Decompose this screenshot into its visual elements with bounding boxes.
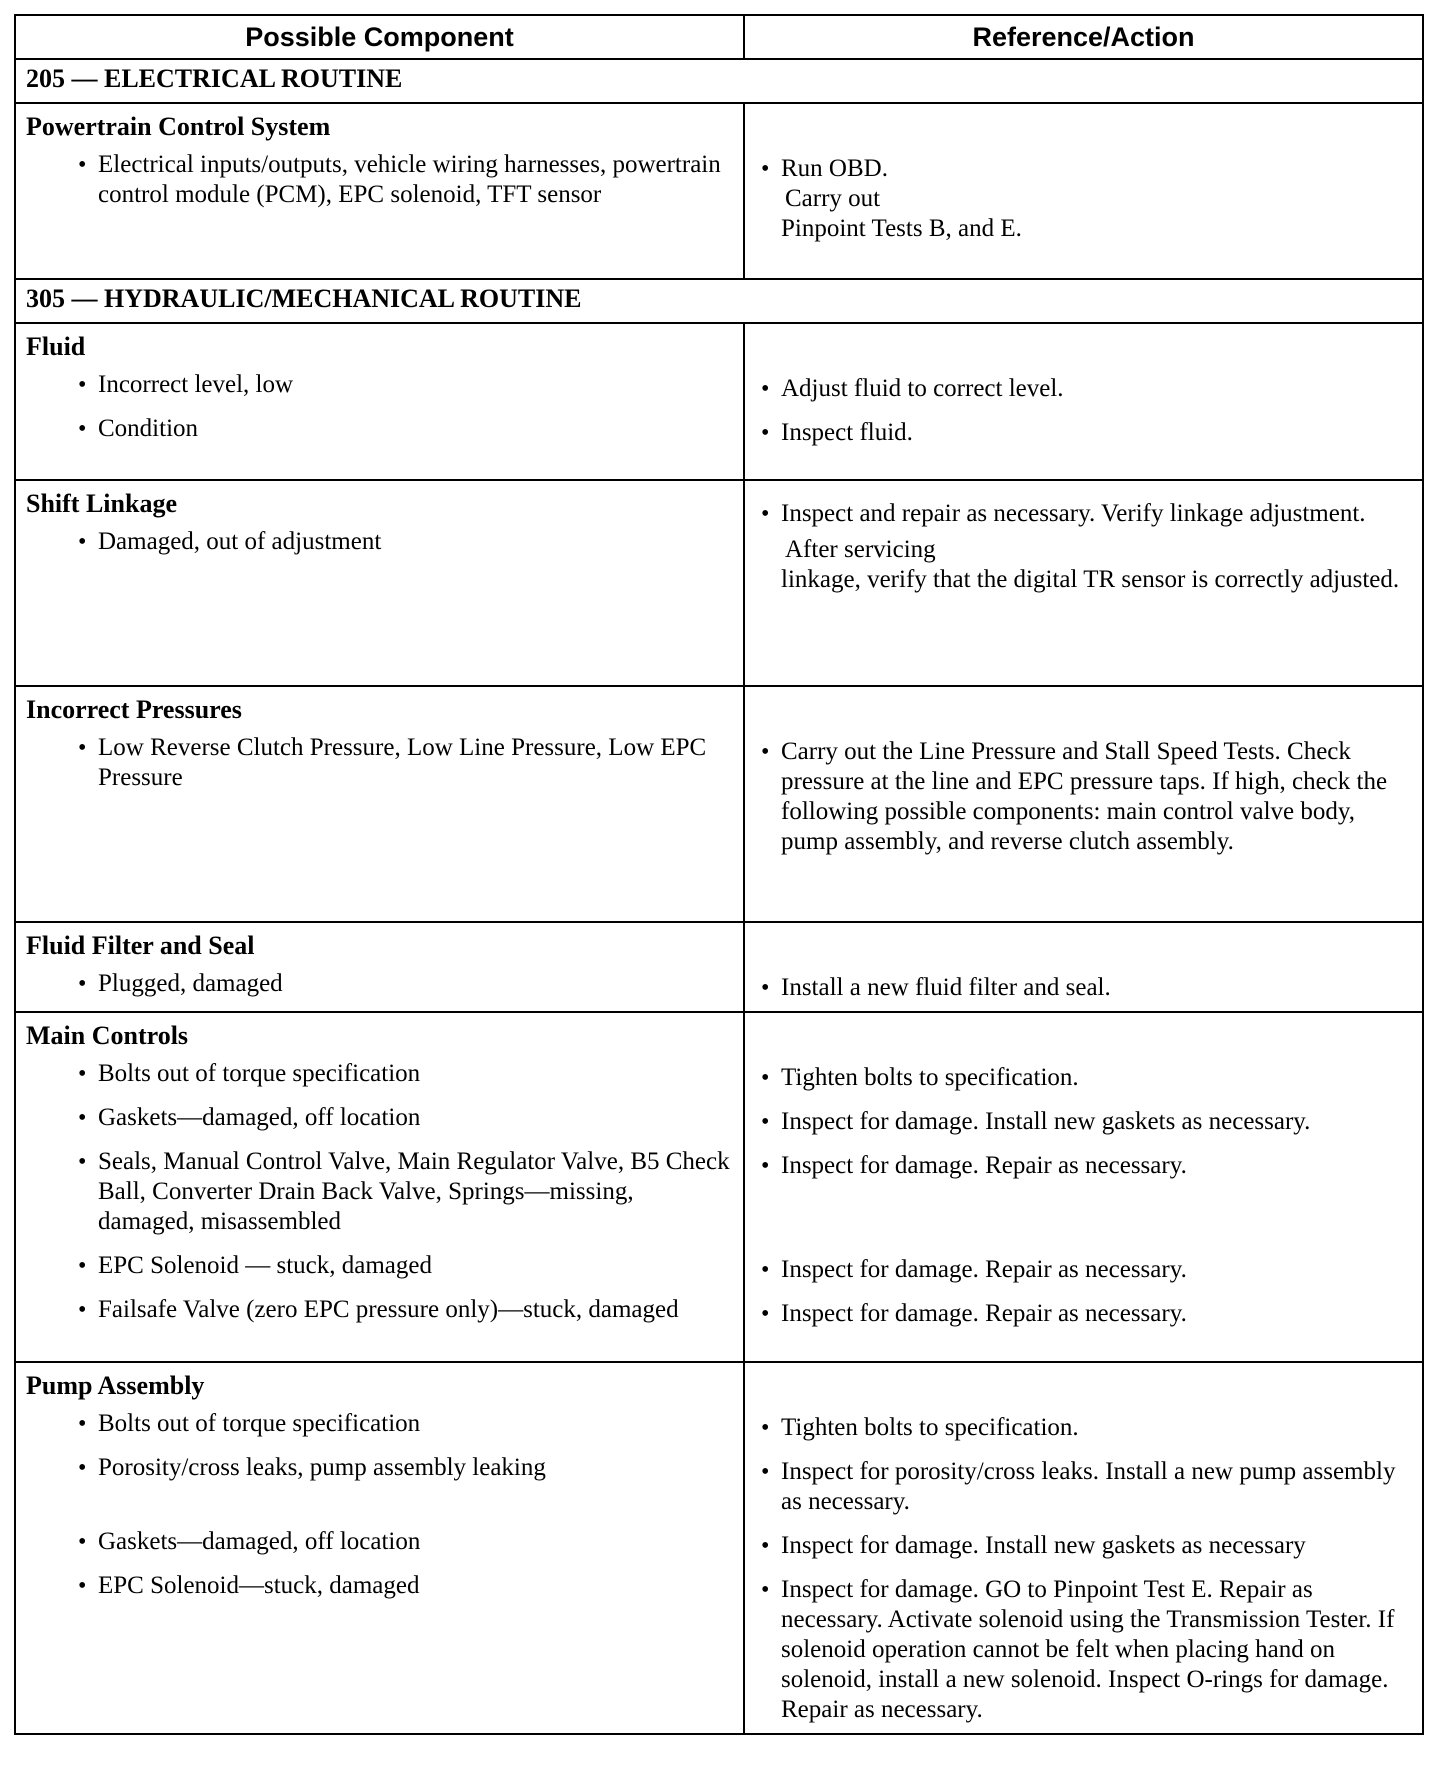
table-row: [15, 1012, 1423, 1362]
action-cell: [744, 103, 1423, 279]
header-row: [15, 15, 1423, 59]
component-item: • Low Reverse Clutch Pressure, Low Line Pressure, Low EPC Pressure: [72, 733, 733, 793]
component-title: Shift Linkage: [26, 489, 177, 518]
action-text: Carry out: [785, 185, 881, 212]
action-cell: [744, 323, 1423, 480]
section-row-hydraulic: [15, 279, 1423, 323]
action-item: • Inspect for damage. Install new gaskets as necessary: [755, 1531, 1412, 1561]
action-item: • Inspect for damage. Repair as necessary.: [755, 1299, 1412, 1329]
component-title: Powertrain Control System: [26, 112, 331, 141]
component-cell: [15, 323, 744, 480]
action-text: After servicing: [785, 536, 936, 563]
table-row: [15, 103, 1423, 279]
action-text: linkage, verify that the digital TR sensor is correctly adjusted.: [781, 566, 1400, 593]
action-item: • Inspect fluid.: [755, 418, 1412, 448]
component-cell: [15, 922, 744, 1012]
component-item: • EPC Solenoid — stuck, damaged: [72, 1251, 733, 1281]
diagnostic-table: [14, 14, 1424, 1735]
component-item: • Damaged, out of adjustment: [72, 527, 733, 557]
component-title: Fluid: [26, 332, 86, 361]
header-component: Possible Component: [15, 15, 744, 59]
component-cell: [15, 103, 744, 279]
action-cell: [744, 1012, 1423, 1362]
component-cell: [15, 480, 744, 686]
diagnostic-table-page: [14, 14, 1424, 1735]
component-item: • EPC Solenoid—stuck, damaged: [72, 1571, 733, 1601]
component-item: • Incorrect level, low: [72, 370, 733, 400]
action-cell: [744, 686, 1423, 922]
component-item: • Seals, Manual Control Valve, Main Regulator Valve, B5 Check Ball, Converter Drain Back Valve, Springs—missing, damaged, misassembled: [72, 1147, 733, 1237]
action-text: Pinpoint Tests B, and E.: [781, 215, 1022, 242]
action-item: • Inspect for damage. Install new gaskets as necessary.: [755, 1107, 1412, 1137]
table-row: [15, 480, 1423, 686]
component-title: Pump Assembly: [26, 1371, 205, 1400]
action-cell: [744, 1362, 1423, 1734]
action-item: • Tighten bolts to specification.: [755, 1063, 1412, 1093]
component-title: Main Controls: [26, 1021, 189, 1050]
table-row: [15, 1362, 1423, 1734]
action-item: [755, 499, 1412, 595]
component-item: • Bolts out of torque specification: [72, 1059, 733, 1089]
component-item: • Plugged, damaged: [72, 969, 733, 999]
table-row: [15, 686, 1423, 922]
action-item: • Inspect for damage. Repair as necessary.: [755, 1151, 1412, 1181]
action-item: • Adjust fluid to correct level.: [755, 374, 1412, 404]
component-cell: [15, 1362, 744, 1734]
action-item: • Inspect for damage. Repair as necessary.: [755, 1255, 1412, 1285]
action-item: • Inspect for damage. GO to Pinpoint Test E. Repair as necessary. Activate solenoid using the Transmission Tester. If solenoid operation cannot be felt when placing hand on solenoid, install a new solenoid. Inspect O-rings for damage. Repair as necessary.: [755, 1575, 1412, 1725]
action-cell: [744, 480, 1423, 686]
action-item: • Install a new fluid filter and seal.: [755, 973, 1412, 1003]
action-item: • Tighten bolts to specification.: [755, 1413, 1412, 1443]
component-title: Incorrect Pressures: [26, 695, 242, 724]
action-item: • Inspect for porosity/cross leaks. Install a new pump assembly as necessary.: [755, 1457, 1412, 1517]
action-text: Run OBD.: [781, 155, 888, 182]
header-action: Reference/Action: [744, 15, 1423, 59]
component-item: • Electrical inputs/outputs, vehicle wiring harnesses, powertrain control module (PCM), EPC solenoid, TFT sensor: [72, 150, 733, 210]
component-item: • Gaskets—damaged, off location: [72, 1527, 733, 1557]
action-text: Inspect and repair as necessary. Verify linkage adjustment.: [781, 500, 1366, 527]
component-cell: [15, 686, 744, 922]
component-item: • Porosity/cross leaks, pump assembly leaking: [72, 1453, 733, 1483]
action-item: • Carry out the Line Pressure and Stall Speed Tests. Check pressure at the line and EPC pressure taps. If high, check the following possible components: main control valve body, pump assembly, and reverse clutch assembly.: [755, 737, 1412, 857]
action-item: [755, 154, 1412, 244]
table-row: [15, 922, 1423, 1012]
component-cell: [15, 1012, 744, 1362]
section-electrical: 205 — ELECTRICAL ROUTINE: [15, 59, 1423, 103]
component-item: • Bolts out of torque specification: [72, 1409, 733, 1439]
component-item: • Gaskets—damaged, off location: [72, 1103, 733, 1133]
section-hydraulic: 305 — HYDRAULIC/MECHANICAL ROUTINE: [15, 279, 1423, 323]
component-title: Fluid Filter and Seal: [26, 931, 255, 960]
component-item: • Failsafe Valve (zero EPC pressure only)—stuck, damaged: [72, 1295, 733, 1325]
component-item: • Condition: [72, 414, 733, 444]
section-row-electrical: [15, 59, 1423, 103]
table-row: [15, 323, 1423, 480]
action-cell: [744, 922, 1423, 1012]
